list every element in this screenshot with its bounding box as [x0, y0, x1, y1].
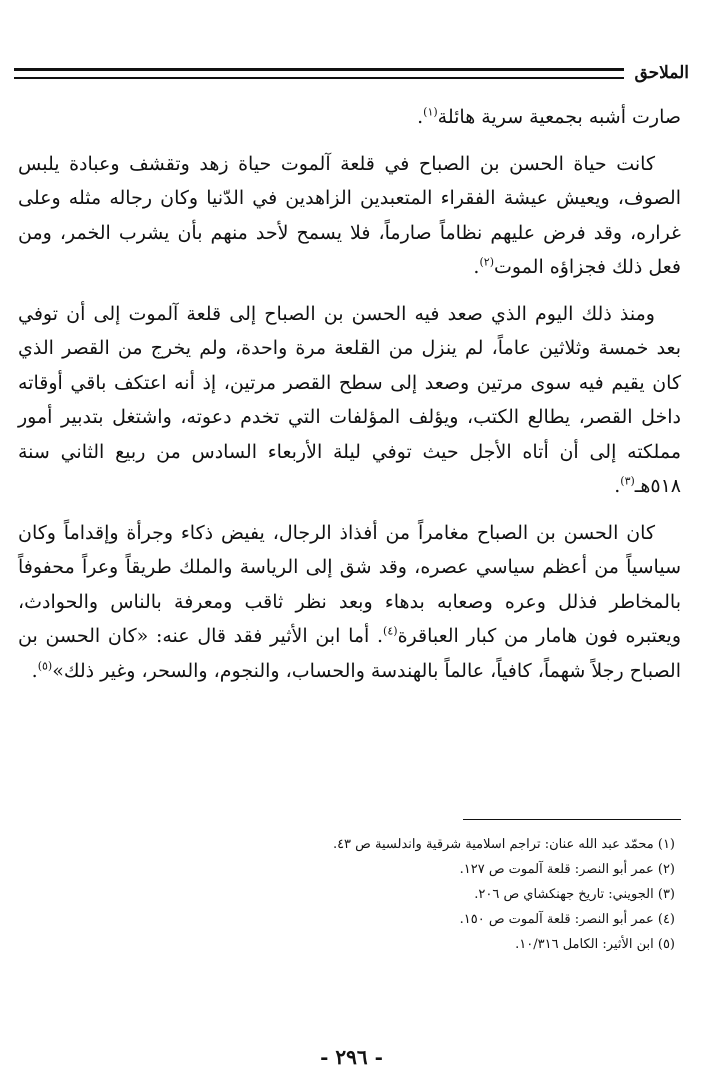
- paragraph-4: [18, 516, 681, 689]
- paragraph-tail: . أما ابن الأثير فقد قال عنه: «كان الحسن بن الصباح رجلاً شهماً، كافياً، عالماً بالهندسة والحساب، والنجوم، والسحر، وغير ذلك»: [18, 625, 681, 682]
- paragraph-text: ومنذ ذلك اليوم الذي صعد فيه الحسن بن الصباح إلى قلعة آلموت إلى أن توفي بعد خمسة وثلاثين عاماً، لم ينزل من القلعة مرة واحدة، ولم يخرج من القصر الذي كان يقيم فيه سوى مرتين وصعد إلى سطح القصر مرتين، إذ أنه اعتكف باقي أوقاته داخل القصر، يطالع الكتب، ويؤلف المؤلفات التي تخدم دعوته، واشتغل بتدبير أمور مملكته إلى أن أتاه الأجل حيث توفي ليلة الأربعاء السادس من ربيع الثاني سنة ٥١٨هـ: [18, 302, 681, 497]
- footnote-ref: (٢): [479, 255, 494, 269]
- footnote-ref: (٣): [620, 474, 635, 488]
- footnote-item: (٥) ابن الأثير: الكامل ١٠/٣١٦.: [515, 937, 675, 952]
- paragraph-tail: .: [614, 475, 621, 497]
- paragraph-3: [18, 297, 681, 504]
- footnote-item: (٣) الجويني: تاريخ جهنكشاي ص ٢٠٦.: [474, 887, 675, 902]
- paragraph-1: [18, 100, 681, 135]
- running-header: [14, 58, 689, 88]
- paragraph-text: صارت أشبه بجمعية سرية هائلة: [437, 106, 681, 128]
- footnote-ref: (٤): [383, 624, 398, 638]
- paragraph-text: كان الحسن بن الصباح مغامراً من أفذاذ الرجال، يفيض ذكاء وجرأة وإقداماً وكان سياسياً من أعظم سياسي عصره، وقد شق إلى الرياسة والملك طريقاً وعراً محفوفاً بالمخاطر فذلل وعره وصعابه بدهاء وبعد نظر ثاقب ومعرفة بالناس والحوادث، ويعتبره فون هامار من كبار العباقرة: [18, 521, 681, 647]
- paragraph-tail: .: [31, 659, 38, 682]
- footnote-item: (٤) عمر أبو النصر: قلعة آلموت ص ١٥٠.: [459, 912, 675, 927]
- footnote-item: (٢) عمر أبو النصر: قلعة آلموت ص ١٢٧.: [459, 862, 675, 877]
- page-number: - ٢٩٦ -: [320, 1045, 383, 1069]
- main-text: [18, 100, 681, 700]
- paragraph-tail: .: [473, 256, 480, 278]
- footnote-ref: (٥): [37, 659, 53, 673]
- footnote-ref: (١): [423, 105, 438, 119]
- running-title: الملاحق: [634, 63, 689, 83]
- footnote-item: (١) محمّد عبد الله عنان: تراجم اسلامية شرقية واندلسية ص ٤٣.: [332, 837, 675, 852]
- header-rule: [14, 68, 624, 79]
- paragraph-text: كانت حياة الحسن بن الصباح في قلعة آلموت حياة زهد وتقشف وعبادة يلبس الصوف، ويعيش عيشة الفقراء المتعبدين الزاهدين في الدّنيا وكان رجاله مثله وعلى غراره، وقد فرض عليهم نظاماً صارماً، فلا يسمح لأحد منهم بأن يشرب الخمر، ومن فعل ذلك فجزاؤه الموت: [18, 152, 681, 278]
- footnote-separator: [463, 819, 681, 820]
- paragraph-tail: .: [417, 106, 424, 128]
- paragraph-2: [18, 147, 681, 285]
- footnotes: [18, 832, 675, 957]
